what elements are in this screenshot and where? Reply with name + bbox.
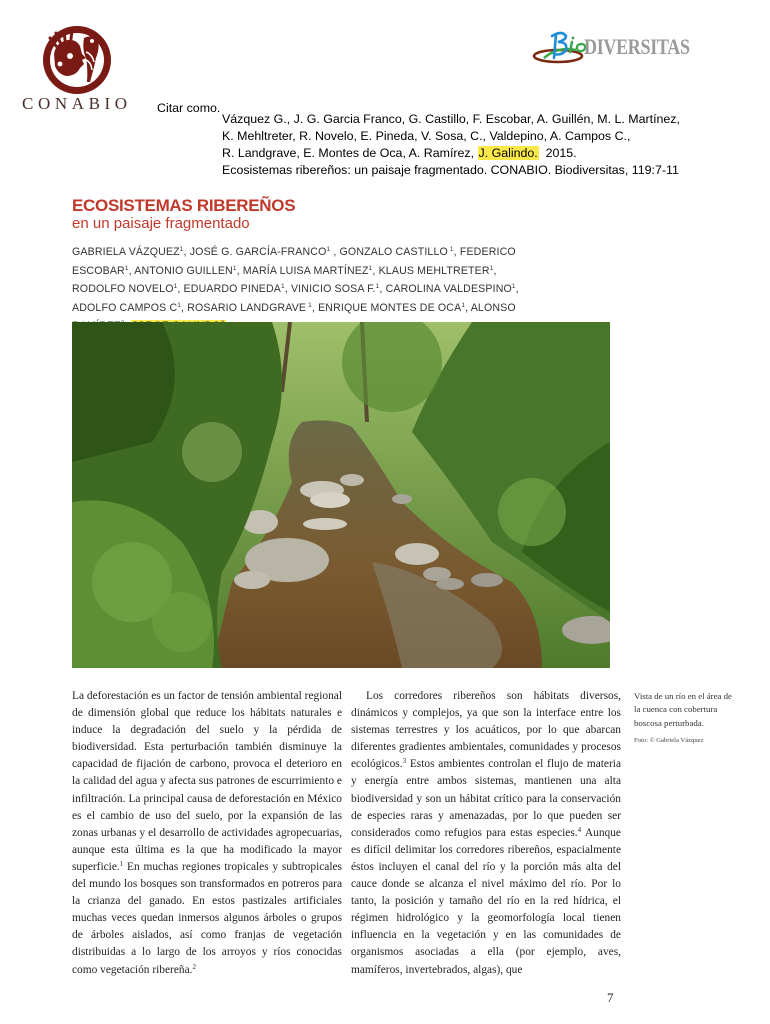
page-number: 7	[607, 990, 614, 1005]
footnote-ref[interactable]: 4	[577, 825, 582, 834]
author-affiliation: 1	[375, 283, 380, 291]
author-name: CAROLINA VALDESPINO$^1$	[385, 283, 516, 296]
citation-line-text: R. Landgrave, E. Montes de Oca, A. Ramírez,	[222, 146, 478, 160]
highlighted-author: J. Galindo.	[478, 146, 538, 160]
author-name: RODOLFO NOVELO$^1$	[72, 283, 178, 296]
photo-caption	[634, 690, 734, 748]
author-name: ANTONIO GUILLEN$^1$	[134, 264, 237, 277]
author-affiliation: 1	[326, 246, 331, 253]
paragraph	[72, 688, 342, 979]
river-photo	[72, 322, 610, 668]
body-column-left	[72, 688, 342, 979]
author-name: ENRIQUE MONTES DE OCA$^1$	[318, 301, 466, 314]
paragraph-text: La deforestación es un factor de tensión ambiental regional de dimensión global que reduce los hábitats naturales e induce la degradación del suelo y la pérdida de biodiversidad. Esta perturbación también disminuye la capacidad de fijación de carbono, provoca el deterioro en la calidad del agua y afecta sus patrones de escurrimiento e infiltración. La principal causa de deforestación en México es el cambio de uso del suelo, por la expansión de las zonas urbanas y el desarrollo de actividades agropecuarias, aunque esta última es la que ha modificado la mayor superficie.	[72, 690, 342, 873]
citation-line: Vázquez G., J. G. Garcia Franco, G. Castillo, F. Escobar, A. Guillén, M. L. Martínez,	[222, 112, 680, 126]
author-affiliation: 1	[511, 283, 516, 291]
author-affiliation: 1	[461, 301, 466, 309]
author-name: GABRIELA VÁZQUEZ$^1$	[72, 246, 184, 258]
paragraph-text: Estos ambientes controlan el flujo de materia y energía entre ambos sistemas, mantienen una alta biodiversidad y son un hábitat crítico para la conservación de especies raras y amenazadas, por lo que pueden ser considerados como refugios para estas especies.	[351, 758, 621, 839]
caption-text: Vista de un río en el área de la cuenca con cobertura boscosa perturbada.	[634, 691, 732, 728]
footnote-ref[interactable]: 2	[192, 962, 196, 971]
body-column-right	[351, 688, 621, 979]
author-affiliation: 1	[232, 264, 237, 272]
author-name: VINICIO SOSA F.$^1$	[290, 283, 380, 296]
author-affiliation: 1	[489, 264, 494, 272]
author-name: MARÍA LUISA MARTÍNEZ$^1$	[242, 264, 373, 277]
footnote-ref[interactable]: 3	[402, 757, 407, 766]
conabio-logo	[22, 22, 138, 112]
author-affiliation: 1	[179, 246, 184, 253]
author-name: EDUARDO PINEDA$^1$	[183, 283, 285, 296]
article-subtitle: en un paisaje fragmentado	[72, 215, 250, 232]
author-name: JOSÉ G. GARCÍA-FRANCO$^1$	[189, 246, 331, 258]
author-name: ADOLFO CAMPOS $C^1$	[72, 301, 182, 314]
citation-year: 2015.	[538, 146, 577, 160]
author-name: KLAUS MEHLTRETER$^1$	[378, 264, 494, 277]
conabio-wordmark: CONABIO	[22, 94, 132, 113]
citation-line: Ecosistemas ribereños: un paisaje fragmentado. CONABIO. Biodiversitas, 119:7-11	[222, 163, 679, 177]
conabio-emblem-icon	[40, 24, 114, 96]
photo-credit: Foto: © Gabriela Vázquez	[634, 737, 704, 745]
article-title: ECOSISTEMAS RIBEREÑOS	[72, 196, 296, 215]
citation-text	[222, 111, 680, 179]
footnote-ref[interactable]: 1	[119, 859, 124, 868]
author-name: ROSARIO LANDGRAVE $^1$	[187, 301, 312, 314]
author-affiliation: 1	[306, 301, 312, 309]
author-affiliation: 1	[173, 283, 178, 291]
citation-line	[222, 145, 680, 162]
author-name: ALONSO	[72, 302, 516, 333]
author-affiliation: 1	[177, 301, 182, 309]
citation-label: Citar como.	[157, 101, 221, 115]
paragraph-text: En muchas regiones tropicales y subtropicales del mundo los bosques son transformados en potreros para la crianza del ganado. En estos pastizales artificiales muchas veces quedan inmersos algunos árboles o grupos de árboles aislados, así como franjas de vegetación distribuidas a lo largo de los arroyos y ríos conocidas como vegetación ribereña.	[72, 860, 342, 976]
paragraph-text: Aunque es difícil delimitar los corredores ribereños, espacialmente éstos incluyen el canal del río y la porción más alta del cauce donde se alcanza el nivel máximo del río. Por lo tanto, la posición y tamaño del río en la red hídrica, el régimen hidrológico y la geomorfología local tienen influencia en la vegetación y en las comunidades de organismos asociadas a ella (por ejemplo, aves, mamíferos, invertebrados, algas), que	[351, 826, 621, 976]
biodiversitas-logo	[532, 28, 702, 68]
citation-line: K. Mehltreter, R. Novelo, E. Pineda, V. Sosa, C., Valdepino, A. Campos C.,	[222, 129, 631, 143]
author-name: GONZALO CASTILLO $^1$	[339, 246, 454, 258]
diversitas-wordmark: DIVERSITAS	[584, 34, 690, 59]
river-photo-illustration	[72, 322, 610, 668]
author-affiliation: 1	[447, 246, 454, 253]
author-affiliation: 1	[281, 283, 285, 291]
paragraph	[351, 688, 621, 979]
author-affiliation: 1	[368, 264, 373, 272]
author-list: GABRIELA VÁZQUEZ$^1$, JOSÉ G. GARCÍA-FRANCO$^1$ , GONZALO CASTILLO $^1$, FEDERICO ESCOBAR$^1$, ANTONIO GUILLEN$^1$, MARÍA LUISA MARTÍNEZ$^1$, KLAUS MEHLTRETER$^1$, RODOLFO NOVELO$^1$, EDUARDO PINEDA$^1$, VINICIO SOSA F.$^1$, CAROLINA VALDESPINO$^1$, ADOLFO CAMPOS $C^1$, ROSARIO LANDGRAVE $^1$, ENRIQUE MONTES DE OCA$^1$, ALONSO	[72, 242, 542, 335]
paragraph-text: Los corredores ribereños son hábitats diversos, dinámicos y complejos, ya que son la interface entre los sistemas terrestres y los acuáticos, por lo que abarcan diferentes gradientes ambientales, comunidades y procesos ecológicos.	[351, 690, 621, 771]
author-affiliation: 1	[124, 264, 129, 272]
author-name: FEDERICO ESCOBAR$^1$	[72, 246, 516, 277]
